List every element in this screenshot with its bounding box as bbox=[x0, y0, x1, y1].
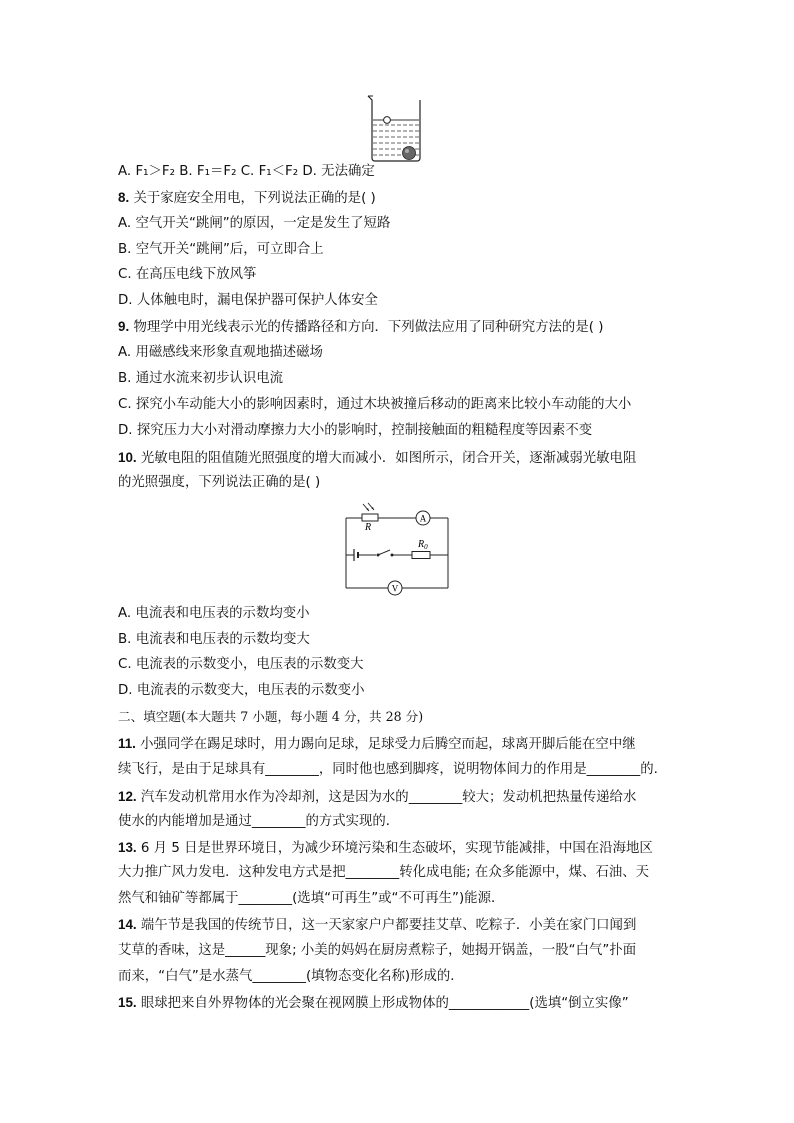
q7-options: A. F₁＞F₂ B. F₁＝F₂ C. F₁＜F₂ D. 无法确定 bbox=[118, 164, 375, 179]
q9-stem bbox=[118, 318, 603, 337]
q11-number: 11. bbox=[118, 736, 136, 751]
q13-number: 13. bbox=[118, 840, 137, 855]
q15-number: 15. bbox=[118, 995, 137, 1010]
switch-icon bbox=[378, 550, 390, 555]
beaker-figure bbox=[362, 92, 428, 164]
q8-text: 关于家庭安全用电，下列说法正确的是( ) bbox=[133, 191, 376, 206]
q10-number: 10. bbox=[118, 450, 137, 465]
photoresistor bbox=[362, 514, 378, 521]
q9-option-d: D. 探究压力大小对滑动摩擦力大小的影响时，控制接触面的粗糙程度等因素不变 bbox=[118, 423, 593, 438]
r0-label: $R_0$ bbox=[418, 539, 428, 551]
q14-line-2: 艾草的香味，这是______现象; 小美的妈妈在厨房煮粽子，她揭开锅盖，一股“白气”扑面 bbox=[118, 943, 637, 958]
q10-option-a: A. 电流表和电压表的示数均变小 bbox=[118, 606, 310, 621]
q13-line-1 bbox=[118, 839, 653, 858]
q8-number: 8. bbox=[118, 190, 130, 205]
q13-text-1: 6 月 5 日是世界环境日，为减少环境污染和生态破坏，实现节能减排，中国在沿海地区 bbox=[140, 841, 653, 856]
floating-ball bbox=[384, 117, 391, 124]
q12-text-1: 汽车发动机常用水作为冷却剂，这是因为水的________较大；发动机把热量传递给水 bbox=[140, 790, 637, 805]
q12-number: 12. bbox=[118, 789, 137, 804]
circuit-diagram bbox=[338, 500, 458, 600]
q9-text: 物理学中用光线表示光的传播路径和方向．下列做法应用了同种研究方法的是( ) bbox=[133, 320, 604, 335]
q9-option-c: C. 探究小车动能大小的影响因素时，通过木块被撞后移动的距离来比较小车动能的大小 bbox=[118, 397, 632, 412]
q9-option-b: B. 通过水流来初步认识电流 bbox=[118, 371, 283, 386]
q14-line-3: 而来，“白气”是水蒸气________(填物态变化名称)形成的． bbox=[118, 969, 464, 984]
q14-line-1 bbox=[118, 916, 636, 935]
q10-text-2: 的光照强度，下列说法正确的是( ) bbox=[118, 475, 321, 490]
q11-line-2: 续飞行，是由于足球具有________，同时他也感到脚疼，说明物体间力的作用是________的. bbox=[118, 762, 658, 777]
q14-text-1: 端午节是我国的传统节日，这一天家家户户都要挂艾草、吃粽子．小美在家门口闻到 bbox=[140, 918, 637, 933]
q8-option-a: A. 空气开关“跳闸”的原因，一定是发生了短路 bbox=[118, 216, 391, 231]
q10-stem bbox=[118, 449, 636, 468]
q13-line-2: 大力推广风力发电．这种发电方式是把________转化成电能; 在众多能源中，煤、石油、天 bbox=[118, 865, 649, 880]
q8-stem bbox=[118, 189, 376, 208]
q9-number: 9. bbox=[118, 319, 130, 334]
q13-line-3: 然气和铀矿等都属于________(选填“可再生”或“不可再生”)能源． bbox=[118, 891, 505, 906]
q11-line-1 bbox=[118, 735, 636, 754]
q15-text-1: 眼球把来自外界物体的光会聚在视网膜上形成物体的____________(选填“倒立实像” bbox=[140, 996, 629, 1011]
r-label: R bbox=[364, 522, 372, 533]
q10-text-1: 光敏电阻的阻值随光照强度的增大而减小．如图所示，闭合开关，逐渐减弱光敏电阻 bbox=[140, 451, 637, 466]
q8-option-c: C. 在高压电线下放风筝 bbox=[118, 267, 257, 282]
q15-line-1 bbox=[118, 994, 629, 1013]
q9-option-a: A. 用磁感线来形象直观地描述磁场 bbox=[118, 345, 323, 360]
voltmeter-label: V bbox=[391, 583, 399, 594]
q8-option-b: B. 空气开关“跳闸”后，可立即合上 bbox=[118, 242, 324, 257]
ammeter-label: A bbox=[419, 513, 427, 524]
q14-number: 14. bbox=[118, 917, 137, 932]
section-heading: 二、填空题(本大题共 7 小题，每小题 4 分，共 28 分) bbox=[118, 709, 424, 724]
sunk-ball bbox=[403, 147, 416, 160]
q11-text-1: 小强同学在踢足球时，用力踢向足球，足球受力后腾空而起，球离开脚后能在空中继 bbox=[140, 737, 636, 752]
q10-option-d: D. 电流表的示数变大，电压表的示数变小 bbox=[118, 683, 365, 698]
q12-line-2: 使水的内能增加是通过________的方式实现的． bbox=[118, 814, 400, 829]
q10-option-c: C. 电流表的示数变小，电压表的示数变大 bbox=[118, 657, 364, 672]
q10-option-b: B. 电流表和电压表的示数均变大 bbox=[118, 632, 310, 647]
q8-option-d: D. 人体触电时，漏电保护器可保护人体安全 bbox=[118, 293, 378, 308]
q12-line-1 bbox=[118, 788, 636, 807]
resistor-r0 bbox=[412, 552, 430, 559]
